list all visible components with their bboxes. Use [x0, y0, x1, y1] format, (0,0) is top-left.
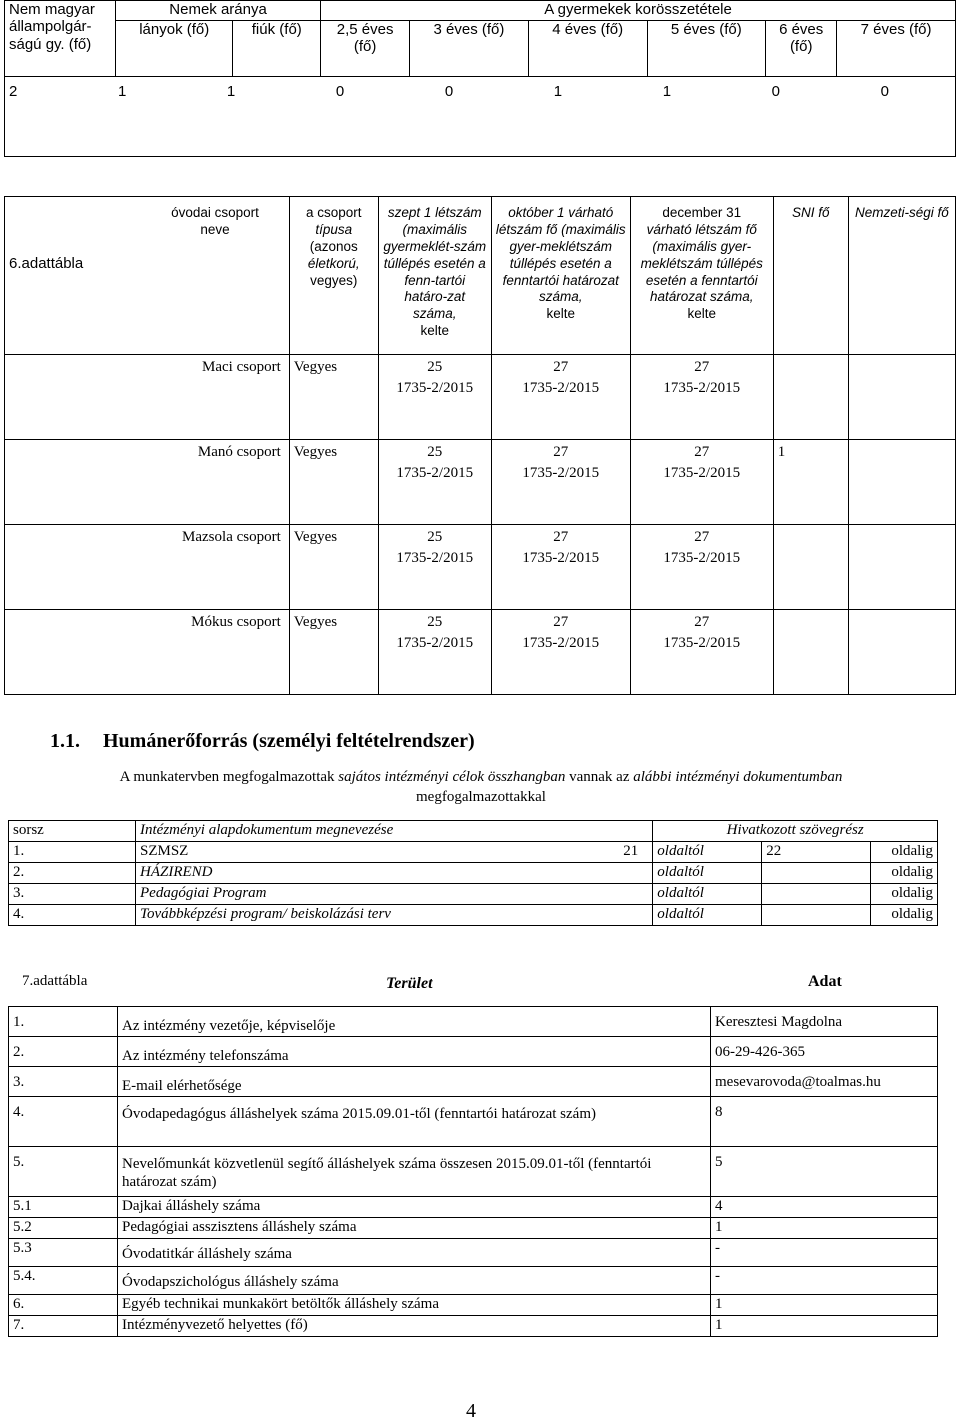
header-age-4: 4 éves (fő): [528, 21, 647, 77]
table-row: [9, 1067, 938, 1097]
table-row: [9, 862, 938, 883]
group-type-line: (azonos: [309, 238, 358, 254]
doc-number: 1.: [9, 841, 136, 862]
sept-count: [378, 610, 491, 695]
doc-name: HÁZIREND: [136, 862, 653, 883]
row-number: 3.: [9, 1067, 118, 1097]
sept-count: [378, 440, 491, 525]
section-title: Humánerőforrás (személyi feltételrendszer): [103, 730, 475, 752]
header-dec: [630, 197, 773, 355]
header-oct: [491, 197, 630, 355]
decision-ref: 1735-2/2015: [522, 635, 600, 651]
row-value: -: [711, 1239, 938, 1267]
row-number: 5.4.: [9, 1267, 118, 1295]
sni-count: 1: [773, 440, 848, 525]
group-name: Mazsola csoport: [5, 525, 290, 610]
doc-to-page: [762, 904, 871, 925]
group-type: Vegyes: [289, 440, 378, 525]
decision-ref: 1735-2/2015: [396, 380, 474, 396]
documents-table: [8, 820, 938, 926]
header-age-5: 5 éves (fő): [647, 21, 766, 77]
count: 27: [553, 529, 569, 545]
intro-text-emphasis: alábbi intézményi dokumentumban: [633, 769, 843, 785]
decision-ref: 1735-2/2015: [663, 635, 741, 651]
table-row: [5, 355, 956, 440]
count: 25: [427, 444, 443, 460]
decision-ref: 1735-2/2015: [522, 380, 600, 396]
sept-count: [378, 355, 491, 440]
oct-count: [491, 355, 630, 440]
row-value: 1: [711, 1295, 938, 1316]
count: 27: [553, 614, 569, 630]
count: 27: [694, 444, 710, 460]
header-referenced-section: Hivatkozott szövegrész: [653, 821, 938, 842]
doc-name-text: SZMSZ: [140, 842, 189, 859]
header-number: sorsz: [9, 821, 136, 842]
row-value: 1: [711, 1218, 938, 1239]
groups-header-name: [5, 197, 290, 355]
doc-to-label-text: oldalig: [891, 905, 933, 922]
count: 25: [427, 529, 443, 545]
header-age-composition: A gyermekek korösszetétele: [321, 1, 956, 21]
table-row: [9, 1267, 938, 1295]
row-number: 4.: [9, 1097, 118, 1147]
doc-from-label: oldaltól: [653, 841, 762, 862]
row-label: Óvodapszichológus álláshely száma: [118, 1267, 711, 1295]
dec-count: [630, 525, 773, 610]
table-row: [5, 440, 956, 525]
header-boys: fiúk (fő): [233, 21, 321, 77]
decision-ref: 1735-2/2015: [663, 465, 741, 481]
decision-ref: 1735-2/2015: [522, 550, 600, 566]
group-name: Manó csoport: [5, 440, 290, 525]
group-type: Vegyes: [289, 610, 378, 695]
doc-from-label: oldaltól: [653, 883, 762, 904]
group-type: Vegyes: [289, 525, 378, 610]
table-row: [9, 1239, 938, 1267]
oct-count: [491, 610, 630, 695]
header-group-name: óvodai csoport neve: [171, 205, 259, 237]
dec-header-text: várható létszám fő (maximális gyer-meklétszám túllépés esetén a fenntartói határozat száma,: [640, 221, 763, 305]
nationality-count: [848, 610, 955, 695]
doc-to-label: [871, 883, 938, 904]
doc-number: 2.: [9, 862, 136, 883]
header-sept: [378, 197, 491, 355]
row-label: Nevelőmunkát közvetlenül segítő álláshelyek száma összesen 2015.09.01-től (fenntartói határozat szám): [118, 1147, 711, 1197]
decision-ref: 1735-2/2015: [396, 635, 474, 651]
row-label: Óvodatitkár álláshely száma: [118, 1239, 711, 1267]
oct-header-date: kelte: [546, 306, 576, 322]
section-intro: [14, 768, 948, 807]
row-label: Intézményvezető helyettes (fő): [118, 1316, 711, 1337]
row-number: 5.: [9, 1147, 118, 1197]
table-row: [9, 1316, 938, 1337]
sept-header-text: szept 1 létszám (maximális gyermeklét-szám túllépés esetén a fenn-tartói határo-zat száma,: [383, 205, 487, 322]
section-heading: [50, 730, 475, 753]
row-value: -: [711, 1267, 938, 1295]
value-cell: 2: [9, 83, 18, 100]
decision-ref: 1735-2/2015: [396, 550, 474, 566]
table-row: [9, 1007, 938, 1037]
table-row: [9, 1147, 938, 1197]
doc-name: [136, 841, 653, 862]
row-value: 06-29-426-365: [711, 1037, 938, 1067]
dec-header-line: december 31: [662, 205, 742, 220]
row-label: Óvodapedagógus álláshelyek száma 2015.09.01-től (fenntartói határozat szám): [118, 1097, 711, 1147]
table7-label: 7.adattábla: [22, 973, 88, 989]
value-cell: 0: [880, 83, 889, 100]
row-value: 1: [711, 1316, 938, 1337]
count: 27: [694, 614, 710, 630]
table-row: [5, 525, 956, 610]
table-row: [9, 1037, 938, 1067]
doc-from-page: 21: [623, 842, 639, 859]
header-area: Terület: [386, 975, 433, 992]
row-number: 6.: [9, 1295, 118, 1316]
header-data: Adat: [808, 973, 842, 990]
table-row: [9, 841, 938, 862]
row-label: Az intézmény vezetője, képviselője: [118, 1007, 711, 1037]
table-row: [9, 1295, 938, 1316]
doc-to-label: [871, 862, 938, 883]
table-row: [9, 1197, 938, 1218]
staff-data-table: [8, 1006, 938, 1337]
decision-ref: 1735-2/2015: [663, 550, 741, 566]
row-number: 1.: [9, 1007, 118, 1037]
doc-to-label: [871, 841, 938, 862]
doc-to-page: [762, 883, 871, 904]
count: 25: [427, 359, 443, 375]
value-cell: 1: [553, 83, 563, 100]
table-row: [9, 1097, 938, 1147]
doc-number: 3.: [9, 883, 136, 904]
doc-to-page: 22: [762, 841, 871, 862]
table-row: [9, 904, 938, 925]
count: 25: [427, 614, 443, 630]
header-age-3: 3 éves (fő): [410, 21, 529, 77]
table-row: [9, 1218, 938, 1239]
page-number: 4: [466, 1400, 476, 1422]
doc-number: 4.: [9, 904, 136, 925]
dec-count: [630, 355, 773, 440]
group-name: Maci csoport: [5, 355, 290, 440]
row-label: Pedagógiai asszisztens álláshely száma: [118, 1218, 711, 1239]
intro-text: vannak az: [565, 769, 634, 785]
sept-header-date: kelte: [420, 323, 450, 339]
sni-count: [773, 355, 848, 440]
value-cell: 1: [226, 83, 236, 100]
header-group-type: [289, 197, 378, 355]
decision-ref: 1735-2/2015: [522, 465, 600, 481]
value-cell: 0: [771, 83, 781, 100]
decision-ref: 1735-2/2015: [396, 465, 474, 481]
header-gender-ratio: Nemek aránya: [116, 1, 321, 21]
header-girls: lányok (fő): [116, 21, 233, 77]
group-type-line: életkorú,: [307, 255, 360, 271]
intro-text-emphasis: sajátos intézményi célok összhangban: [338, 769, 566, 785]
oct-header-text: október 1 várható létszám fő (maximális gyer-meklétszám túllépés esetén a fenntartói határozat száma,: [495, 205, 626, 305]
group-type: Vegyes: [289, 355, 378, 440]
count: 27: [553, 359, 569, 375]
intro-text: A munkatervben megfogalmazottak: [119, 769, 339, 785]
group-name: Mókus csoport: [5, 610, 290, 695]
children-composition-table: [4, 0, 956, 157]
header-sni: SNI fő: [773, 197, 848, 355]
row-label: E-mail elérhetősége: [118, 1067, 711, 1097]
header-age-6: 6 éves (fő): [766, 21, 837, 77]
doc-name: Pedagógiai Program: [136, 883, 653, 904]
header-non-hungarian: Nem magyar állampolgár-ságú gy. (fő): [5, 1, 116, 77]
count: 27: [694, 359, 710, 375]
row-number: 7.: [9, 1316, 118, 1337]
sni-count: [773, 610, 848, 695]
doc-from-label: oldaltól: [653, 862, 762, 883]
value-cell: 0: [335, 83, 345, 100]
nationality-count: [848, 525, 955, 610]
table-row: [5, 610, 956, 695]
sept-count: [378, 525, 491, 610]
group-type-line: a csoport: [306, 205, 362, 220]
doc-name: Továbbképzési program/ beiskolázási terv: [136, 904, 653, 925]
row-label: Egyéb technikai munkakört betöltők álláshely száma: [118, 1295, 711, 1316]
nationality-count: [848, 355, 955, 440]
count: 27: [694, 529, 710, 545]
row-value: Keresztesi Magdolna: [711, 1007, 938, 1037]
dec-count: [630, 440, 773, 525]
value-cell: 1: [662, 83, 672, 100]
intro-text: megfogalmazottakkal: [416, 788, 546, 805]
section-number: 1.1.: [50, 730, 80, 752]
table1-values-row: [5, 77, 956, 157]
row-value: mesevarovoda@toalmas.hu: [711, 1067, 938, 1097]
row-value: 4: [711, 1197, 938, 1218]
row-number: 2.: [9, 1037, 118, 1067]
table-row: [9, 883, 938, 904]
groups-table: [4, 196, 956, 695]
table6-label: 6.adattábla: [9, 255, 84, 272]
row-number: 5.1: [9, 1197, 118, 1218]
value-cell: 1: [117, 83, 127, 100]
header-age-7: 7 éves (fő): [837, 21, 956, 77]
row-number: 5.2: [9, 1218, 118, 1239]
doc-to-label-text: oldalig: [891, 884, 933, 901]
nationality-count: [848, 440, 955, 525]
nationality-header-text: Nemzeti-ségi fő: [854, 205, 949, 220]
doc-to-label-text: oldalig: [891, 842, 933, 859]
row-label: Dajkai álláshely száma: [118, 1197, 711, 1218]
dec-count: [630, 610, 773, 695]
header-document-name: Intézményi alapdokumentum megnevezése: [136, 821, 653, 842]
doc-from-label: oldaltól: [653, 904, 762, 925]
header-nationality: [848, 197, 955, 355]
sni-count: [773, 525, 848, 610]
header-age-2-5: 2,5 éves (fő): [321, 21, 410, 77]
count: 27: [553, 444, 569, 460]
oct-count: [491, 440, 630, 525]
row-value: 5: [711, 1147, 938, 1197]
row-number: 5.3: [9, 1239, 118, 1267]
row-label: Az intézmény telefonszáma: [118, 1037, 711, 1067]
doc-to-page: [762, 862, 871, 883]
doc-to-label-text: oldalig: [891, 863, 933, 880]
oct-count: [491, 525, 630, 610]
decision-ref: 1735-2/2015: [663, 380, 741, 396]
doc-to-label: [871, 904, 938, 925]
dec-header-date: kelte: [687, 306, 717, 322]
value-cell: 0: [444, 83, 454, 100]
group-type-line: vegyes): [310, 272, 358, 288]
row-value: 8: [711, 1097, 938, 1147]
group-type-line: típusa: [315, 221, 353, 237]
